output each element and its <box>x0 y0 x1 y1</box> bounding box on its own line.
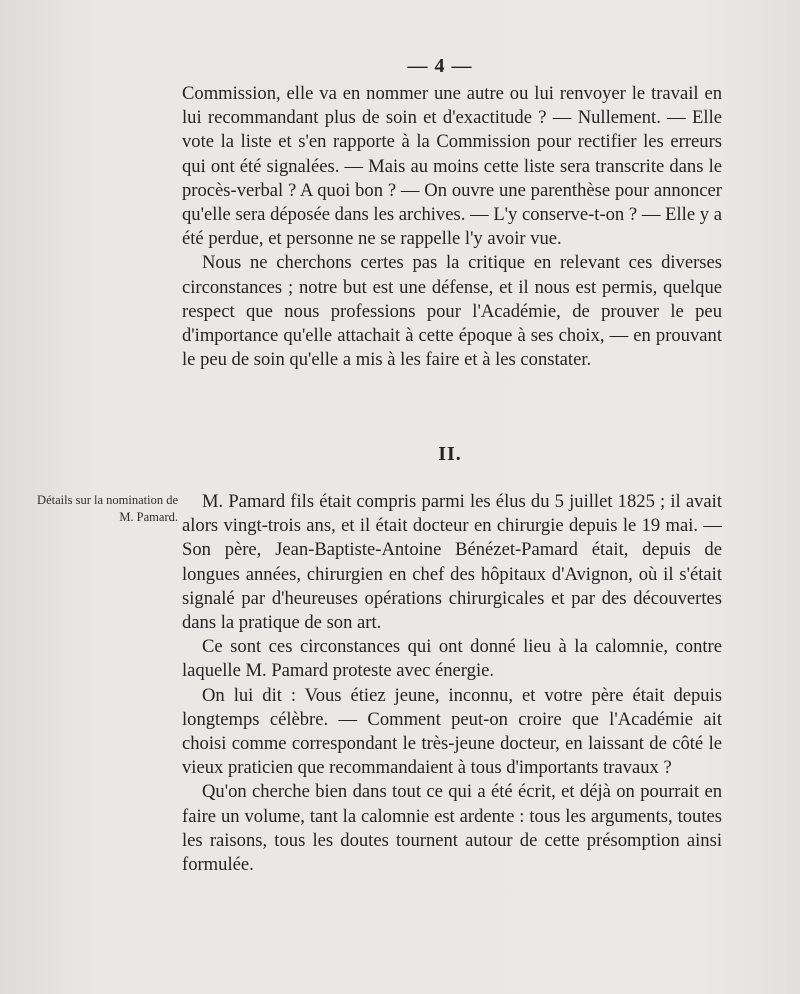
paragraph: Ce sont ces circonstances qui ont donné lieu à la calomnie, contre laquelle M. Pamard proteste avec énergie. <box>182 636 722 682</box>
section-heading: II. <box>438 443 462 465</box>
paragraph: Nous ne cherchons certes pas la critique en relevant ces diverses circonstances ; notre but est une défense, et il nous est permis, quelque respect que nous professions pour l'Académie, de prouver le peu d'importance qu'elle attachait à cette époque à ses choix, — en prouvant le peu de soin qu'elle a mis à les faire et à les constater. <box>182 252 722 371</box>
page-number: — 4 — <box>407 55 473 77</box>
paragraph: Qu'on cherche bien dans tout ce qui a été écrit, et déjà on pourrait en faire un volume, tant la calomnie est ardente : tous les arguments, toutes les raisons, tous les doutes tournent autour de cette présomption ainsi formulée. <box>182 781 722 876</box>
text-block-top <box>182 82 722 372</box>
paragraph: Commission, elle va en nommer une autre ou lui renvoyer le travail en lui recommandant plus de soin et d'exactitude ? — Nullement. — Elle vote la liste et s'en rapporte à la Commission pour rectifier les erreurs qui ont été signalées. — Mais au moins cette liste sera transcrite dans le procès-verbal ? A quoi bon ? — On ouvre une parenthèse pour annoncer qu'elle sera déposée dans les archives. — L'y conserve-t-on ? — Elle y a été perdue, et personne ne se rappelle l'y avoir vue. <box>182 83 722 250</box>
paragraph: On lui dit : Vous étiez jeune, inconnu, et votre père était depuis longtemps célèbre. — Comment peut-on croire que l'Académie ait choisi comme correspondant le très-jeune docteur, en laissant de côté le vieux praticien que recommandaient à tous d'importants travaux ? <box>182 684 722 779</box>
margin-note: Détails sur la nomination de M. Pamard. <box>37 493 178 524</box>
text-block-bottom <box>182 490 722 877</box>
paragraph: M. Pamard fils était compris parmi les élus du 5 juillet 1825 ; il avait alors vingt-trois ans, et il était docteur en chirurgie depuis le 19 mai. — Son père, Jean-Baptiste-Antoine Bénézet-Pamard était, depuis de longues années, chirurgien en chef des hôpitaux d'Avignon, où il s'était signalé par d'heureuses opérations chirurgicales et par des découvertes dans la pratique de son art. <box>182 491 722 634</box>
